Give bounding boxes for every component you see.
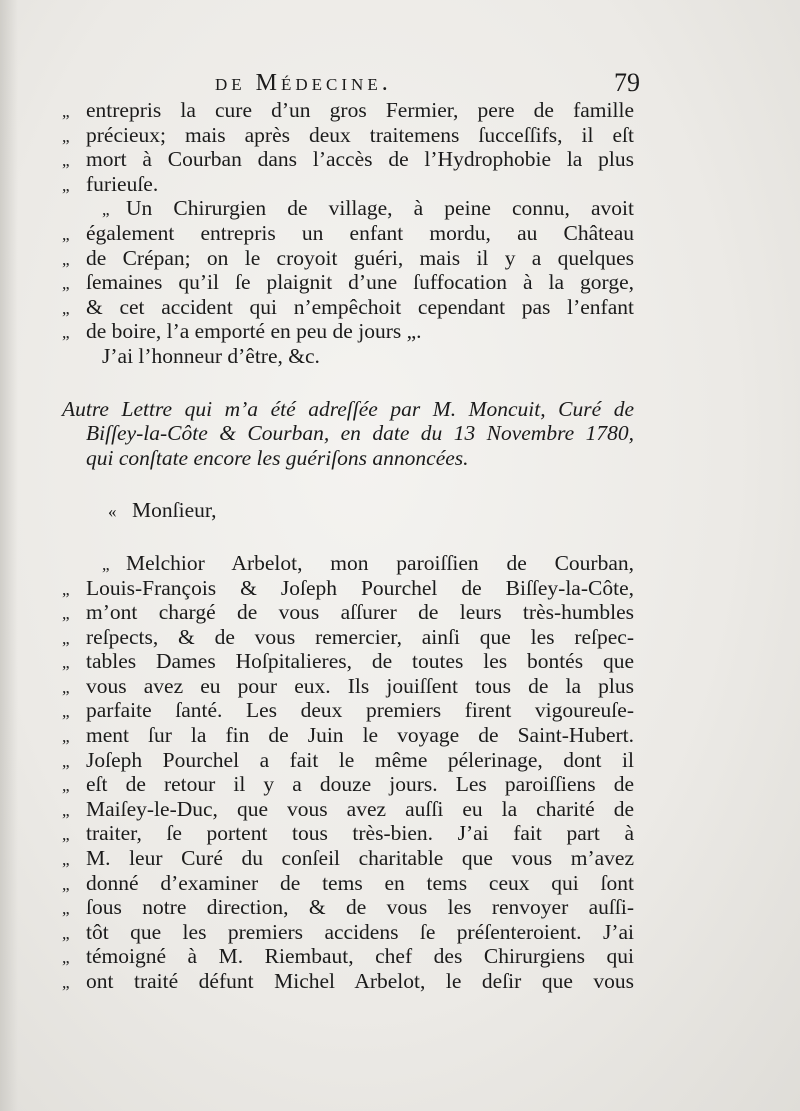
quote-mark: „ xyxy=(62,653,70,673)
quote-mark: „ xyxy=(62,800,70,820)
text-line: „ reſpects, & de vous remercier, ainſi que les reſpec- xyxy=(62,625,634,650)
quote-mark: „ xyxy=(62,604,70,624)
page-number: 79 xyxy=(614,68,640,97)
body-text xyxy=(62,98,634,994)
text-line: „ Un Chirurgien de village, à peine connu, avoit xyxy=(62,196,634,221)
running-head: de Médecine. xyxy=(215,70,392,96)
text-line: „ de boire, l’a emporté en peu de jours „. xyxy=(62,319,634,344)
quote-mark: „ xyxy=(62,175,70,195)
quote-mark: „ xyxy=(62,973,70,992)
quote-mark: „ xyxy=(62,899,70,919)
salutation: « Monſieur, xyxy=(62,498,634,523)
paragraph-1 xyxy=(62,98,634,196)
text-line: „ ſemaines qu’il ſe plaignit d’une ſuffocation à la gorge, xyxy=(62,270,634,295)
quote-mark: „ xyxy=(62,126,70,146)
gutter-shadow xyxy=(0,0,18,1111)
text-line: „ témoigné à M. Riembaut, chef des Chirurgiens qui xyxy=(62,944,634,969)
quote-mark: « xyxy=(108,502,117,522)
quote-mark: „ xyxy=(62,274,70,294)
quote-mark: „ xyxy=(62,874,70,894)
text-line: „ tables Dames Hoſpitalieres, de toutes les bontés que xyxy=(62,649,634,674)
heading-line: qui conſtate encore les guériſons annoncées. xyxy=(86,445,469,470)
signoff: J’ai l’honneur d’être, &c. xyxy=(102,343,320,368)
text-line: „ également entrepris un enfant mordu, au Château xyxy=(62,221,634,246)
text-line: „ parfaite ſanté. Les deux premiers firent vigoureuſe- xyxy=(62,698,634,723)
text-line: „ & cet accident qui n’empêchoit cependant pas l’enfant xyxy=(62,295,634,320)
text-line: „ m’ont chargé de vous aſſurer de leurs très-humbles xyxy=(62,600,634,625)
text-line: „ précieux; mais après deux traitemens ſucceſſifs, il eſt xyxy=(62,123,634,148)
quote-mark: „ xyxy=(62,102,70,121)
quote-mark: „ xyxy=(102,554,110,574)
text-line: „ eſt de retour il y a douze jours. Les paroiſſiens de xyxy=(62,772,634,797)
paragraph-2 xyxy=(62,196,634,344)
text-line: „ tôt que les premiers accidens ſe préſenteroient. J’ai xyxy=(62,920,634,945)
text-line: „ Joſeph Pourchel a fait le même pélerinage, dont il xyxy=(62,748,634,773)
heading-line: Biſſey-la-Côte & Courban, en date du 13 Novembre 1780, xyxy=(86,421,634,446)
quote-mark: „ xyxy=(102,200,110,220)
quote-mark: „ xyxy=(62,776,70,796)
letter-heading xyxy=(62,397,634,471)
quote-mark: „ xyxy=(62,850,70,870)
quote-mark: „ xyxy=(62,224,70,244)
quote-mark: „ xyxy=(62,151,70,171)
text-line: „ donné d’examiner de tems en tems ceux qui ſont xyxy=(62,871,634,896)
quote-mark: „ xyxy=(62,249,70,269)
quote-mark: „ xyxy=(62,727,70,747)
paragraph-3 xyxy=(62,551,634,994)
text-line: „ Louis-François & Joſeph Pourchel de Biſſey-la-Côte, xyxy=(62,576,634,601)
text-line: „ vous avez eu pour eux. Ils jouiſſent tous de la plus xyxy=(62,674,634,699)
text-line: „ Maiſey-le-Duc, que vous avez auſſi eu la charité de xyxy=(62,797,634,822)
quote-mark: „ xyxy=(62,825,70,845)
quote-mark: „ xyxy=(62,677,70,697)
text-line: „ furieuſe. xyxy=(62,172,634,197)
text-line: „ ſous notre direction, & de vous les renvoyer auſſi- xyxy=(62,895,634,920)
text-line: „ Melchior Arbelot, mon paroiſſien de Courban, xyxy=(62,551,634,576)
text-line: „ M. leur Curé du conſeil charitable que vous m’avez xyxy=(62,846,634,871)
quote-mark: „ xyxy=(62,923,70,943)
quote-mark: „ xyxy=(62,702,70,722)
heading-line: Autre Lettre qui m’a été adreſſée par M. Moncuit, Curé de xyxy=(62,396,634,421)
text-line: „ traiter, ſe portent tous très-bien. J’ai fait part à xyxy=(62,821,634,846)
quote-mark: „ xyxy=(62,298,70,318)
text-line: „ entrepris la cure d’un gros Fermier, pere de famille xyxy=(62,98,634,123)
quote-mark: „ xyxy=(62,579,70,599)
quote-mark: „ xyxy=(62,948,70,968)
text-line: „ de Crépan; on le croyoit guéri, mais il y a quelques xyxy=(62,246,634,271)
text-line: „ ont traité défunt Michel Arbelot, le deſir que vous xyxy=(62,969,634,994)
quote-mark: „ xyxy=(62,323,70,343)
text-line: „ mort à Courban dans l’accès de l’Hydrophobie la plus xyxy=(62,147,634,172)
text-line: „ ment ſur la fin de Juin le voyage de Saint-Hubert. xyxy=(62,723,634,748)
quote-mark: „ xyxy=(62,628,70,648)
quote-mark: „ xyxy=(62,751,70,771)
